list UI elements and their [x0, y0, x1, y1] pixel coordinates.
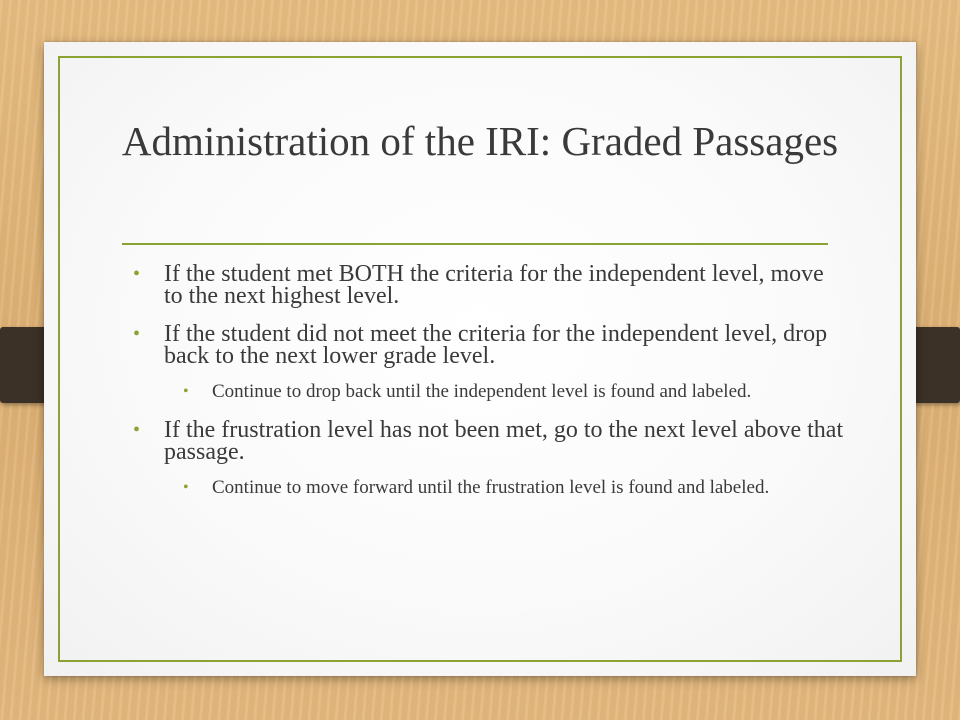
bullet-text: If the frustration level has not been met, go to the next level above that passage. [164, 417, 844, 465]
slide-title: Administration of the IRI: Graded Passages [121, 118, 839, 164]
bullet-icon: • [133, 419, 141, 441]
bullet-text: Continue to drop back until the independent level is found and labeled. [212, 381, 752, 402]
bullet-icon: • [183, 383, 189, 400]
sub-bullet-item [128, 383, 848, 401]
bullet-icon: • [133, 323, 141, 345]
bullet-item [128, 263, 848, 307]
bullet-item [128, 323, 848, 367]
sub-bullet-item [128, 479, 848, 497]
bullet-icon: • [183, 479, 189, 496]
bullet-text: If the student did not meet the criteria for the independent level, drop back to the next lower grade level. [164, 321, 828, 369]
slide-paper [44, 42, 916, 676]
bullet-text: Continue to move forward until the frustration level is found and labeled. [212, 477, 770, 498]
bullet-list [128, 263, 848, 515]
title-divider [122, 243, 828, 245]
bullet-text: If the student met BOTH the criteria for the independent level, move to the next highest level. [164, 261, 824, 309]
bullet-icon: • [133, 263, 141, 285]
bullet-item [128, 419, 848, 463]
